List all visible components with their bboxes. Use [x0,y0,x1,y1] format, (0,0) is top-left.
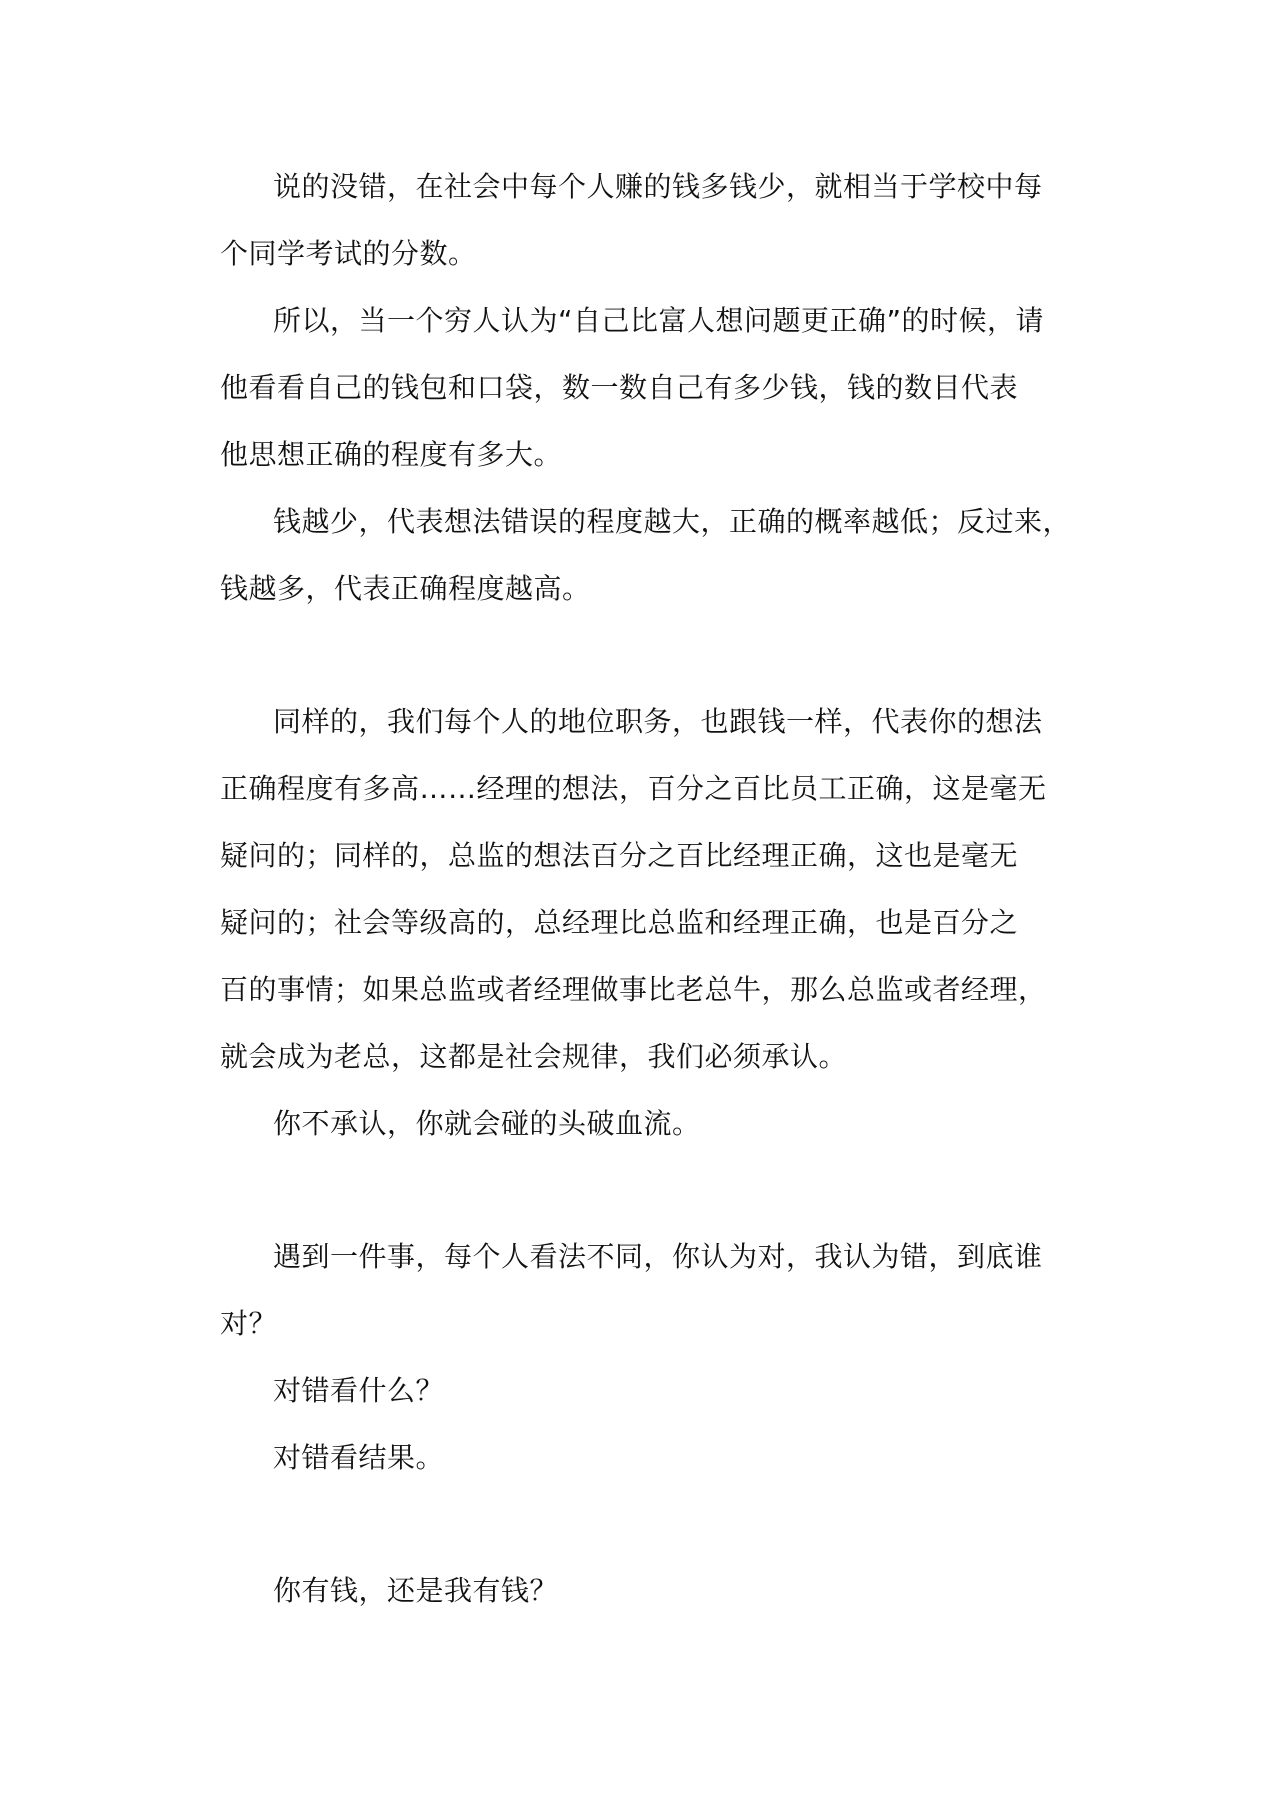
paragraph-4-line-6: 就会成为老总，这都是社会规律，我们必须承认。 [220,1040,848,1073]
paragraph-2-line-1: 所以，当一个穷人认为“自己比富人想问题更正确”的时候，请 [273,304,1045,337]
paragraph-2-line-2: 他看看自己的钱包和口袋，数一数自己有多少钱，钱的数目代表 [220,371,1019,404]
paragraph-1-line-2: 个同学考试的分数。 [220,237,477,270]
paragraph-4-line-1: 同样的，我们每个人的地位职务，也跟钱一样，代表你的想法 [273,705,1043,738]
paragraph-6-line-1: 遇到一件事，每个人看法不同，你认为对，我认为错，到底谁 [273,1240,1043,1273]
paragraph-2-line-3: 他思想正确的程度有多大。 [220,438,563,471]
paragraph-6-line-2: 对？ [220,1307,278,1340]
paragraph-4-line-3: 疑问的；同样的，总监的想法百分之百比经理正确，这也是毫无 [220,839,1019,872]
paragraph-1-line-1: 说的没错，在社会中每个人赚的钱多钱少，就相当于学校中每 [273,170,1043,203]
paragraph-9-line-1: 你有钱，还是我有钱？ [273,1574,559,1607]
paragraph-7-line-1: 对错看什么？ [273,1374,445,1407]
paragraph-3-line-1: 钱越少，代表想法错误的程度越大，正确的概率越低；反过来， [273,505,1072,538]
paragraph-4-line-4: 疑问的；社会等级高的，总经理比总监和经理正确，也是百分之 [220,906,1019,939]
paragraph-4-line-5: 百的事情；如果总监或者经理做事比老总牛，那么总监或者经理， [220,973,1047,1006]
paragraph-8-line-1: 对错看结果。 [273,1441,445,1474]
paragraph-5-line-1: 你不承认，你就会碰的头破血流。 [273,1107,701,1140]
paragraph-3-line-2: 钱越多，代表正确程度越高。 [220,572,591,605]
paragraph-4-line-2: 正确程度有多高……经理的想法，百分之百比员工正确，这是毫无 [220,772,1047,805]
